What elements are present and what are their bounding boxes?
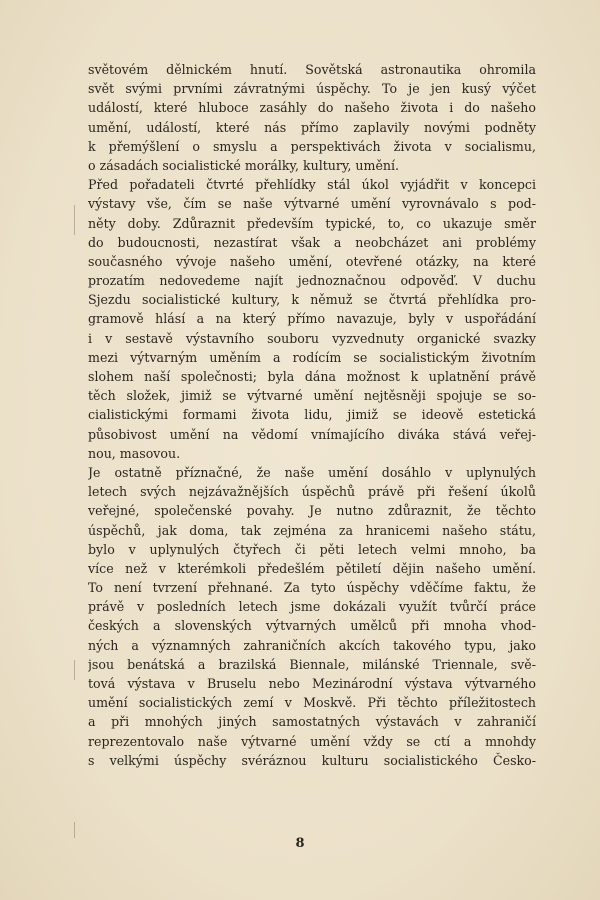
text-line: jsou benátská a brazilská Biennale, milánské Triennale, svě-	[88, 656, 536, 672]
text-line: a při mnohých jiných samostatných výstavách v zahraničí	[88, 714, 536, 730]
text-line: cialistickými formami života lidu, jimiž se ideově estetická	[88, 407, 536, 423]
text-line: Před pořadateli čtvrté přehlídky stál úkol vyjádřit v koncepci	[88, 177, 536, 193]
text-line: o zásadách socialistické morálky, kultury, umění.	[88, 157, 400, 173]
text-line: událostí, které hluboce zasáhly do našeho života i do našeho	[88, 100, 536, 116]
text-line: tová výstava v Bruselu nebo Mezinárodní výstava výtvarného	[88, 676, 536, 691]
text-line: nou, masovou.	[88, 445, 181, 461]
text-line: něty doby. Zdůraznit především typické, to, co ukazuje směr	[88, 215, 536, 231]
margin-pencil-mark	[74, 205, 75, 235]
text-line: gramově hlásí a na který přímo navazuje, byly v uspořádání	[88, 311, 536, 327]
text-line: ných a významných zahraničních akcích takového typu, jako	[88, 637, 536, 653]
text-line: s velkými úspěchy svéráznou kulturu socialistického Česko-	[88, 752, 536, 768]
page-number: 8	[295, 836, 305, 851]
text-line: působivost umění na vědomí vnímajícího diváka stává veřej-	[88, 426, 536, 442]
text-line: právě v posledních letech jsme dokázali využít tvůrčí práce	[88, 599, 536, 615]
text-line: svět svými prvními závratnými úspěchy. To je jen kusý výčet	[88, 81, 536, 97]
text-line: veřejné, společenské povahy. Je nutno zdůraznit, že těchto	[88, 503, 536, 519]
text-line: To není tvrzení přehnané. Za tyto úspěchy vděčíme faktu, že	[88, 580, 536, 596]
text-line: slohem naší společnosti; byla dána možnost k uplatnění právě	[88, 369, 536, 384]
text-line: Sjezdu socialistické kultury, k němuž se čtvrtá přehlídka pro-	[88, 292, 536, 308]
text-line: letech svých nejzávažnějších úspěchů právě při řešení úkolů	[88, 484, 536, 500]
text-line: bylo v uplynulých čtyřech či pěti letech velmi mnoho, ba	[88, 541, 536, 557]
text-line: těch složek, jimiž se výtvarné umění nejtěsněji spojuje se so-	[88, 388, 536, 404]
text-line: výstavy vše, čím se naše výtvarné umění vyrovnávalo s pod-	[88, 196, 536, 212]
body-text	[88, 60, 536, 770]
text-line: k přemýšlení o smyslu a perspektivách života v socialismu,	[88, 138, 536, 154]
text-line: i v sestavě výstavního souboru vyzvednuty organické svazky	[88, 330, 536, 346]
text-line: současného vývoje našeho umění, otevřené otázky, na které	[88, 253, 536, 269]
text-line: světovém dělnickém hnutí. Sovětská astronautika ohromila	[88, 62, 536, 77]
text-line: prozatím nedovedeme najít jednoznačnou odpověď. V duchu	[88, 273, 536, 289]
text-line: reprezentovalo naše výtvarné umění vždy se ctí a mnohdy	[88, 733, 536, 749]
text-line: úspěchů, jak doma, tak zejména za hranicemi našeho státu,	[88, 522, 536, 538]
text-line: umění, událostí, které nás přímo zaplavily novými podněty	[88, 119, 536, 135]
text-line: umění socialistických zemí v Moskvě. Při těchto příležitostech	[88, 695, 536, 711]
margin-pencil-mark	[74, 660, 75, 680]
text-line: do budoucnosti, nezastírat však a neobcházet ani problémy	[88, 234, 536, 250]
text-line: více než v kterémkoli předešlém pětiletí dějin našeho umění.	[88, 560, 536, 576]
text-line: českých a slovenských výtvarných umělců při mnoha vhod-	[88, 618, 536, 634]
text-line: Je ostatně příznačné, že naše umění dosáhlo v uplynulých	[88, 464, 536, 480]
text-line: mezi výtvarným uměním a rodícím se socialistickým životním	[88, 349, 536, 365]
